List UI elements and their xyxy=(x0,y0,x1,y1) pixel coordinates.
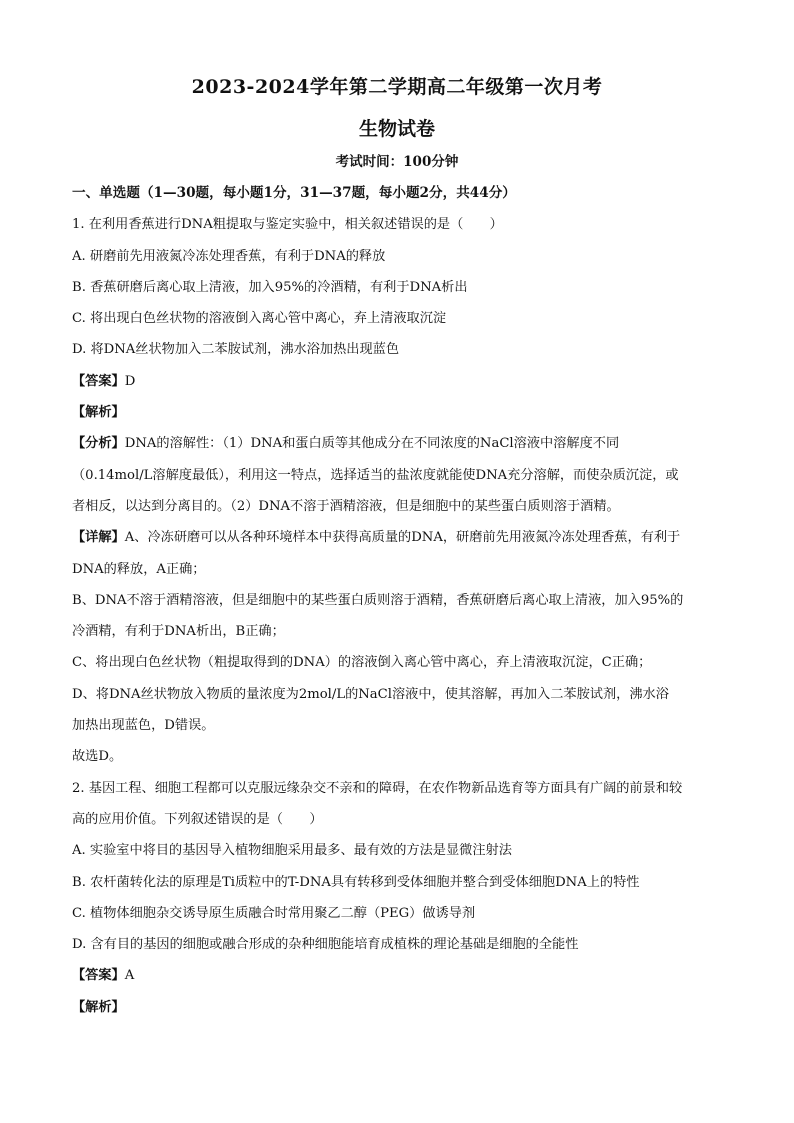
answer-line xyxy=(72,960,726,991)
option-d: D. 将DNA丝状物加入二苯胺试剂，沸水浴加热出现蓝色 xyxy=(72,342,400,358)
xiangjie-text: D、将DNA丝状物放入物质的量浓度为2mol/L的NaCl溶液中，使其溶解，再加入二苯胺试剂，沸水浴 xyxy=(72,686,669,702)
xiangjie-text: B、DNA不溶于酒精溶液，但是细胞中的某些蛋白质则溶于酒精，香蕉研磨后离心取上清液，加入95%的 xyxy=(72,592,684,608)
analysis-tag: 【解析】 xyxy=(72,999,125,1015)
option-c: C. 植物体细胞杂交诱导原生质融合时常用聚乙二醇（PEG）做诱导剂 xyxy=(72,905,476,921)
exam-time: 考试时间：100分钟 xyxy=(335,154,459,170)
xiangjie-text: 冷酒精，有利于DNA析出，B正确； xyxy=(72,624,285,640)
answer-value: A xyxy=(124,968,135,984)
option-b: B. 香蕉研磨后离心取上清液，加入95%的冷酒精，有利于DNA析出 xyxy=(72,279,468,295)
xiangjie-line xyxy=(72,522,726,553)
page-subtitle: 生物试卷 xyxy=(358,118,435,140)
option-d: D. 含有目的基因的细胞或融合形成的杂种细胞能培育成植株的理论基础是细胞的全能性 xyxy=(72,937,579,953)
fenxi-text: DNA的溶解性：（1）DNA和蛋白质等其他成分在不同浓度的NaCl溶液中溶解度不同 xyxy=(124,436,620,452)
question-stem: 1. 在利用香蕉进行DNA粗提取与鉴定实验中，相关叙述错误的是（ ） xyxy=(72,217,503,233)
xiangjie-text: C、将出现白色丝状物（粗提取得到的DNA）的溶液倒入离心管中离心，弃上清液取沉淀，C正确； xyxy=(72,655,652,671)
answer-tag: 【答案】 xyxy=(72,968,125,984)
question-2 xyxy=(72,773,726,1023)
answer-tag: 【答案】 xyxy=(72,373,125,389)
xiangjie-text: A、冷冻研磨可以从各种环境样本中获得高质量的DNA，研磨前先用液氮冷冻处理香蕉，有利于 xyxy=(124,530,681,546)
fenxi-line xyxy=(72,428,726,459)
answer-value: D xyxy=(124,373,136,389)
option-b: B. 农杆菌转化法的原理是Ti质粒中的T-DNA具有转移到受体细胞并整合到受体细胞DNA上的特性 xyxy=(72,874,640,890)
answer-line xyxy=(72,366,726,397)
xiangjie-text: DNA的释放，A正确； xyxy=(72,561,206,577)
fenxi-text: （0.14mol/L溶解度最低），利用这一特点，选择适当的盐浓度就能使DNA充分溶解，而使杂质沉淀，或 xyxy=(72,467,679,483)
xiangjie-tag: 【详解】 xyxy=(72,530,125,546)
question-stem: 高的应用价值。下列叙述错误的是（ ） xyxy=(72,811,323,827)
option-a: A. 实验室中将目的基因导入植物细胞采用最多、最有效的方法是显微注射法 xyxy=(72,843,512,859)
page-title: 2023-2024学年第二学期高二年级第一次月考 xyxy=(191,76,603,98)
xiangjie-text: 加热出现蓝色，D错误。 xyxy=(72,718,215,734)
conclusion-text: 故选D。 xyxy=(72,749,123,765)
option-a: A. 研磨前先用液氮冷冻处理香蕉，有利于DNA的释放 xyxy=(72,248,386,264)
fenxi-text: 者相反，以达到分离目的。（2）DNA不溶于酒精溶液，但是细胞中的某些蛋白质则溶于酒精。 xyxy=(72,498,620,514)
section-heading: 一、单选题（1—30题，每小题1分，31—37题，每小题2分，共44分） xyxy=(72,185,516,201)
option-c: C. 将出现白色丝状物的溶液倒入离心管中离心，弃上清液取沉淀 xyxy=(72,311,447,327)
question-1 xyxy=(72,209,726,772)
analysis-tag: 【解析】 xyxy=(72,405,125,421)
exam-content xyxy=(72,178,726,1023)
question-stem: 2. 基因工程、细胞工程都可以克服远缘杂交不亲和的障碍，在农作物新品选育等方面具有广阔的前景和较 xyxy=(72,780,683,796)
fenxi-tag: 【分析】 xyxy=(72,436,125,452)
